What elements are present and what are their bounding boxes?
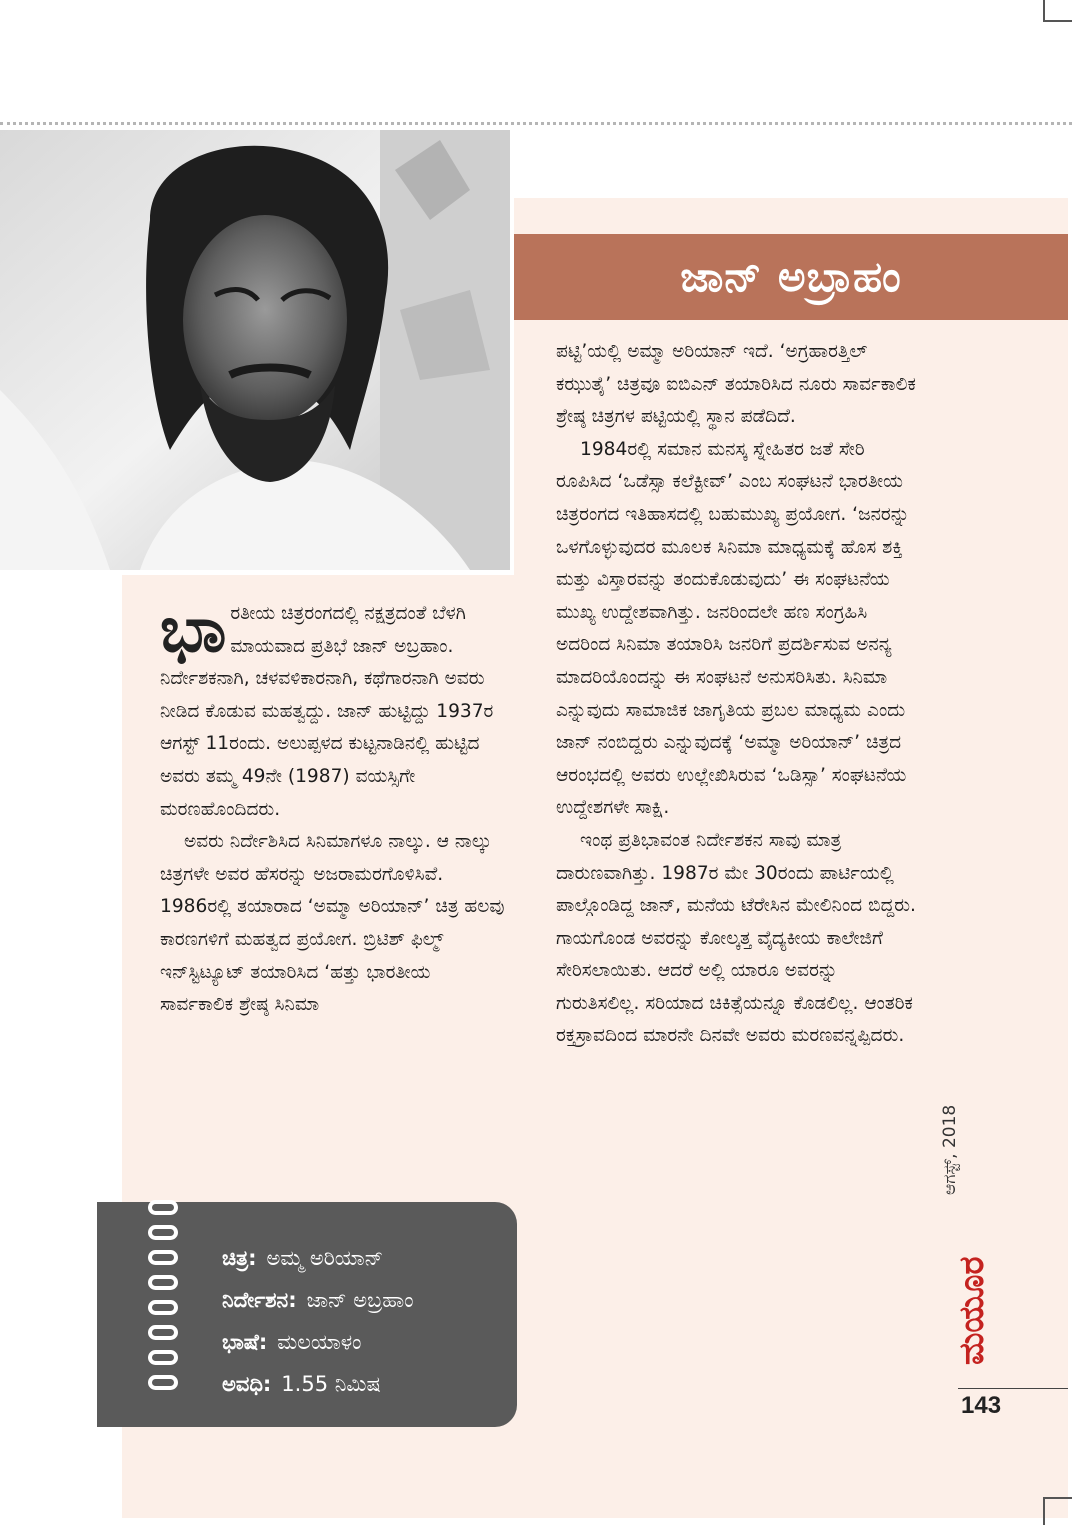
spiral-ring [148, 1300, 178, 1315]
paragraph: ಪಟ್ಟಿ’ಯಲ್ಲಿ ಅಮ್ಮಾ ಅರಿಯಾನ್ ಇದೆ. ‘ಅಗ್ರಹಾರತ್ತಿಲ್ ಕಝುತೈ’ ಚಿತ್ರವೂ ಐಬಿಎನ್ ತಯಾರಿಸಿದ ನೂರು ಸಾರ್ವಕಾಲಿಕ ಶ್ರೇಷ್ಠ ಚಿತ್ರಗಳ ಪಟ್ಟಿಯಲ್ಲಿ ಸ್ಥಾನ ಪಡೆದಿದೆ. [556, 341, 916, 428]
info-value: ಜಾನ್ ಅಬ್ರಹಾಂ [306, 1288, 414, 1312]
spiral-ring [148, 1275, 178, 1290]
page-number-rule [958, 1388, 1068, 1389]
crop-mark-top [1043, 0, 1072, 22]
portrait-photo [0, 130, 510, 570]
info-row-duration [222, 1363, 414, 1405]
paragraph: ಇಂಥ ಪ್ರತಿಭಾವಂತ ನಿರ್ದೇಶಕನ ಸಾವು ಮಾತ್ರ ದಾರುಣವಾಗಿತ್ತು. 1987ರ ಮೇ 30ರಂದು ಪಾರ್ಟಿಯಲ್ಲಿ ಪಾಲ್ಗೊಂಡಿದ್ದ ಜಾನ್, ಮನೆಯ ಟೆರೇಸಿನ ಮೇಲಿನಿಂದ ಬಿದ್ದರು. ಗಾಯಗೊಂಡ ಅವರನ್ನು ಕೋಲ್ಕತ್ತ ವೈದ್ಯಕೀಯ ಕಾಲೇಜಿಗೆ ಸೇರಿಸಲಾಯಿತು. ಆದರೆ ಅಲ್ಲಿ ಯಾರೂ ಅವರನ್ನು ಗುರುತಿಸಲಿಲ್ಲ. ಸರಿಯಾದ ಚಿಕಿತ್ಸೆಯನ್ನೂ ಕೊಡಲಿಲ್ಲ. ಆಂತರಿಕ ರಕ್ತಸ್ರಾವದಿಂದ ಮಾರನೇ ದಿನವೇ ಅವರು ಮರಣವನ್ನಪ್ಪಿದರು. [556, 829, 916, 1047]
paragraph: ಅವರು ನಿರ್ದೇಶಿಸಿದ ಸಿನಿಮಾಗಳೂ ನಾಲ್ಕು. ಆ ನಾಲ್ಕು ಚಿತ್ರಗಳೇ ಅವರ ಹೆಸರನ್ನು ಅಜರಾಮರಗೊಳಿಸಿವೆ. 1986ರಲ್ಲಿ ತಯಾರಾದ ‘ಅಮ್ಮಾ ಅರಿಯಾನ್’ ಚಿತ್ರ ಹಲವು ಕಾರಣಗಳಿಗೆ ಮಹತ್ವದ ಪ್ರಯೋಗ. ಬ್ರಿಟಿಶ್ ಫಿಲ್ಮ್ ಇನ್‌ಸ್ಟಿಟ್ಯೂಟ್ ತಯಾರಿಸಿದ ‘ಹತ್ತು ಭಾರತೀಯ ಸಾರ್ವಕಾಲಿಕ ಶ್ರೇಷ್ಠ ಸಿನಿಮಾ [160, 831, 505, 1016]
info-key: ಚಿತ್ರ: [222, 1246, 257, 1270]
info-row-film [222, 1237, 414, 1279]
drop-cap: ಭಾ [160, 593, 227, 667]
magazine-logo: ಮಯೂರ [952, 1256, 992, 1365]
paragraph: 1984ರಲ್ಲಿ ಸಮಾನ ಮನಸ್ಕ ಸ್ನೇಹಿತರ ಜತೆ ಸೇರಿ ರೂಪಿಸಿದ ‘ಒಡೆಸ್ಸಾ ಕಲೆಕ್ಟೀವ್’ ಎಂಬ ಸಂಘಟನೆ ಭಾರತೀಯ ಚಿತ್ರರಂಗದ ಇತಿಹಾಸದಲ್ಲಿ ಬಹುಮುಖ್ಯ ಪ್ರಯೋಗ. ‘ಜನರನ್ನು ಒಳಗೊಳ್ಳುವುದರ ಮೂಲಕ ಸಿನಿಮಾ ಮಾಧ್ಯಮಕ್ಕೆ ಹೊಸ ಶಕ್ತಿ ಮತ್ತು ವಿಸ್ತಾರವನ್ನು ತಂದುಕೊಡುವುದು’ ಈ ಸಂಘಟನೆಯ ಮುಖ್ಯ ಉದ್ದೇಶವಾಗಿತ್ತು. ಜನರಿಂದಲೇ ಹಣ ಸಂಗ್ರಹಿಸಿ ಅದರಿಂದ ಸಿನಿಮಾ ತಯಾರಿಸಿ ಜನರಿಗೆ ಪ್ರದರ್ಶಿಸುವ ಅನನ್ಯ ಮಾದರಿಯೊಂದನ್ನು ಈ ಸಂಘಟನೆ ಅನುಸರಿಸಿತು. ಸಿನಿಮಾ ಎನ್ನುವುದು ಸಾಮಾಜಿಕ ಜಾಗೃತಿಯ ಪ್ರಬಲ ಮಾಧ್ಯಮ ಎಂದು ಜಾನ್ ನಂಬಿದ್ದರು ಎನ್ನುವುದಕ್ಕೆ ‘ಅಮ್ಮಾ ಅರಿಯಾನ್’ ಚಿತ್ರದ ಆರಂಭದಲ್ಲಿ ಅವರು ಉಲ್ಲೇಖಿಸಿರುವ ‘ಒಡಿಸ್ಸಾ’ ಸಂಘಟನೆಯ ಉದ್ದೇಶಗಳೇ ಸಾಕ್ಷಿ. [556, 438, 910, 819]
info-value: ಅಮ್ಮ ಅರಿಯಾನ್ [266, 1246, 384, 1270]
info-key: ಭಾಷೆ: [222, 1330, 268, 1354]
spiral-binding-icon [148, 1200, 182, 1430]
paragraph-text: ರತೀಯ ಚಿತ್ರರಂಗದಲ್ಲಿ ನಕ್ಷತ್ರದಂತೆ ಬೆಳಗಿ ಮಾಯವಾದ ಪ್ರತಿಭೆ ಜಾನ್ ಅಬ್ರಹಾಂ. ನಿರ್ದೇಶಕನಾಗಿ, ಚಳವಳಿಕಾರನಾಗಿ, ಕಥೆಗಾರನಾಗಿ ಅವರು ನೀಡಿದ ಕೊಡುವ ಮಹತ್ವದ್ದು. ಜಾನ್ ಹುಟ್ಟಿದ್ದು 1937ರ ಆಗಸ್ಟ್ 11ರಂದು. ಅಲುಪ್ಪಳದ ಕುಟ್ಟನಾಡಿನಲ್ಲಿ ಹುಟ್ಟಿದ ಅವರು ತಮ್ಮ 49ನೇ (1987) ವಯಸ್ಸಿಗೇ ಮರಣಹೊಂದಿದರು. [160, 603, 494, 820]
magazine-issue-date: ಆಗಸ್ಟ್, 2018 [940, 1104, 960, 1195]
page-number: 143 [961, 1392, 1002, 1419]
info-value: ಮಲಯಾಳಂ [277, 1330, 362, 1354]
left-column [160, 593, 505, 1022]
spiral-ring [148, 1250, 178, 1265]
info-row-language [222, 1321, 414, 1363]
article-title: ಜಾನ್ ಅಬ್ರಾಹಂ [680, 252, 902, 301]
spiral-ring [148, 1325, 178, 1340]
info-row-director [222, 1279, 414, 1321]
paragraph [160, 593, 505, 826]
article-title-band [514, 234, 1068, 320]
crop-mark-bottom [1043, 1497, 1072, 1525]
right-column [556, 336, 918, 1053]
dotted-rule [0, 122, 1072, 125]
spiral-ring [148, 1350, 178, 1365]
info-key: ನಿರ್ದೇಶನ: [222, 1288, 297, 1312]
spiral-ring [148, 1225, 178, 1240]
spiral-ring [148, 1200, 178, 1215]
spiral-ring [148, 1375, 178, 1390]
portrait-photo-graphic [0, 130, 510, 570]
film-info-lines [222, 1237, 414, 1405]
info-key: ಅವಧಿ: [222, 1372, 272, 1396]
info-value: 1.55 ನಿಮಿಷ [281, 1372, 381, 1396]
